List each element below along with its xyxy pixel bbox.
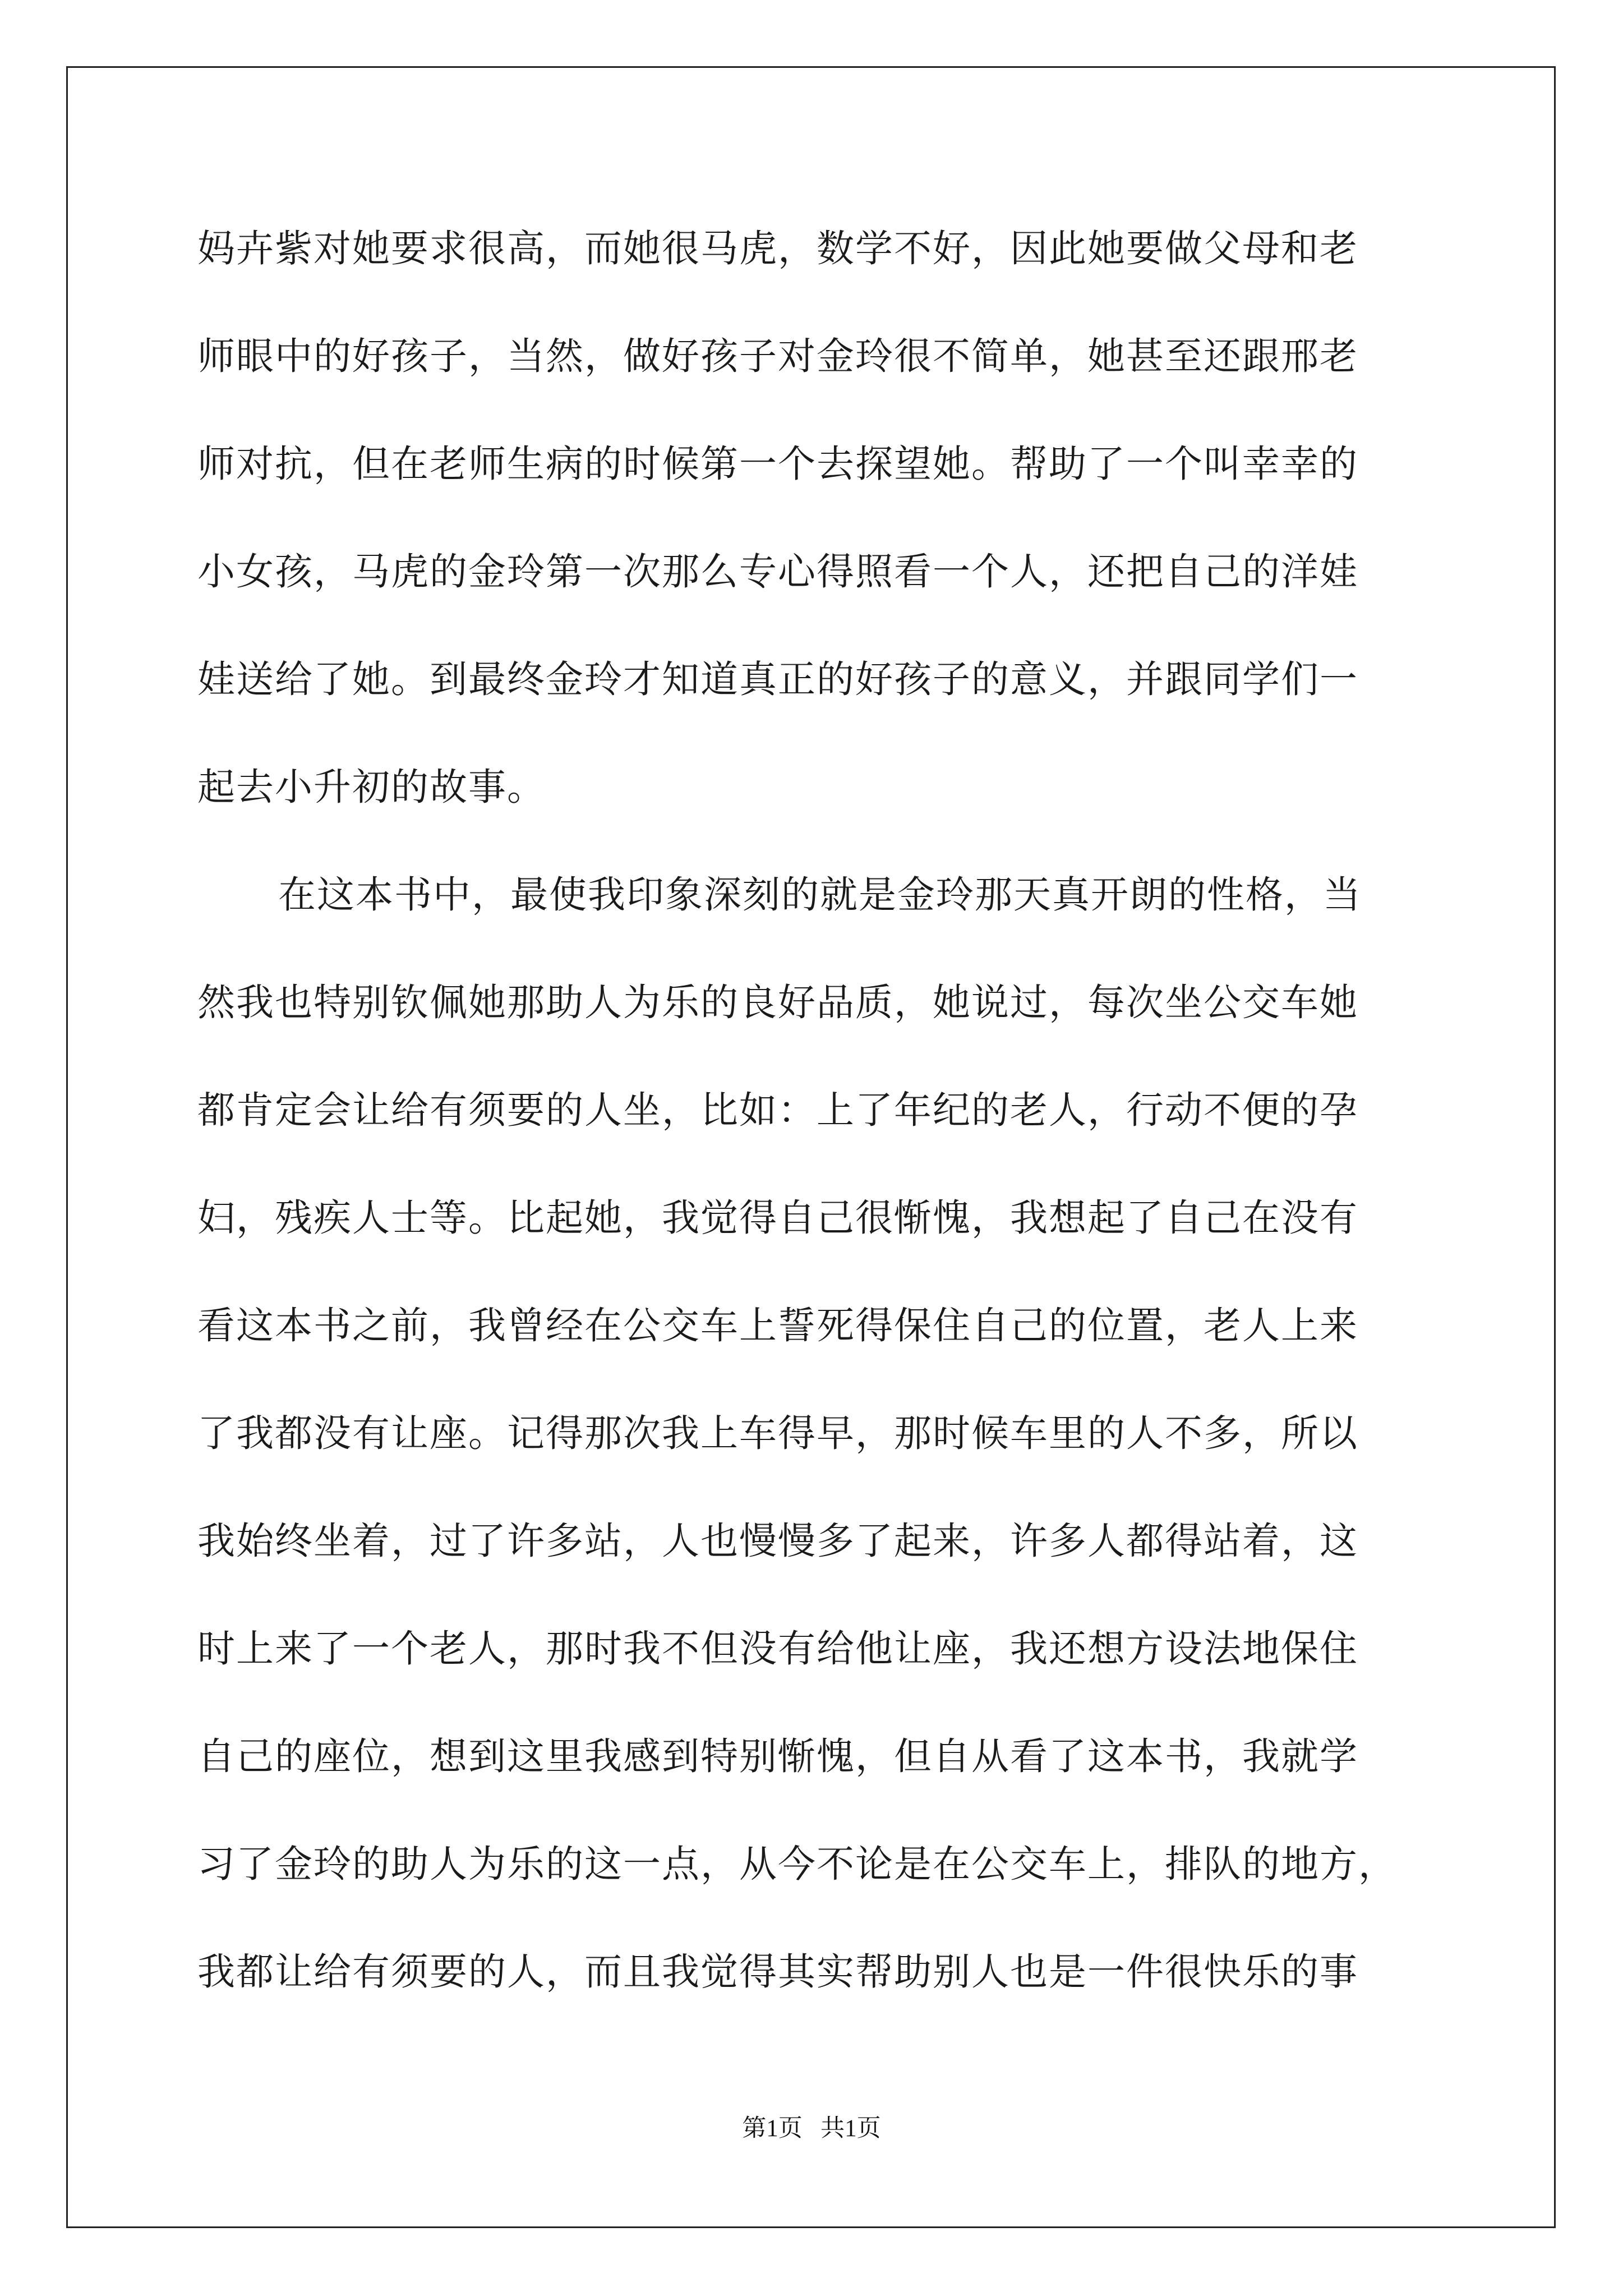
text-line: 都肯定会让给有须要的人坐，比如：上了年纪的老人，行动不便的孕 (197, 1088, 1358, 1132)
text-line: 师对抗，但在老师生病的时候第一个去探望她。帮助了一个叫幸幸的 (197, 442, 1358, 486)
body-text (197, 206, 1448, 2037)
text-line: 小女孩，马虎的金玲第一次那么专心得照看一个人，还把自己的洋娃 (197, 550, 1358, 593)
text-line: 时上来了一个老人，那时我不但没有给他让座，我还想方设法地保住 (197, 1627, 1358, 1671)
text-line: 看这本书之前，我曾经在公交车上誓死得保住自己的位置，老人上来 (197, 1304, 1358, 1347)
text-line: 然我也特别钦佩她那助人为乐的良好品质，她说过，每次坐公交车她 (197, 981, 1358, 1024)
text-line: 妇，残疾人士等。比起她，我觉得自己很惭愧，我想起了自己在没有 (197, 1196, 1358, 1240)
text-line: 娃送给了她。到最终金玲才知道真正的好孩子的意义，并跟同学们一 (197, 657, 1358, 701)
page-number-footer: 第1页 共1页 (742, 2115, 881, 2142)
paragraph-start-line: 在这本书中，最使我印象深刻的就是金玲那天真开朗的性格，当 (278, 873, 1362, 917)
text-line: 习了金玲的助人为乐的这一点，从今不论是在公交车上，排队的地方， (197, 1842, 1397, 1886)
text-line: 自己的座位，想到这里我感到特别惭愧，但自从看了这本书，我就学 (197, 1734, 1358, 1778)
text-line: 我都让给有须要的人，而且我觉得其实帮助别人也是一件很快乐的事 (197, 1950, 1358, 1994)
text-line: 起去小升初的故事。 (197, 765, 546, 809)
text-line: 师眼中的好孩子，当然，做好孩子对金玲很不简单，她甚至还跟邢老 (197, 334, 1358, 378)
text-line: 我始终坐着，过了许多站，人也慢慢多了起来，许多人都得站着，这 (197, 1519, 1358, 1563)
text-line: 妈卉紫对她要求很高，而她很马虎，数学不好，因此她要做父母和老 (197, 227, 1358, 270)
text-line: 了我都没有让座。记得那次我上车得早，那时候车里的人不多，所以 (197, 1411, 1358, 1455)
